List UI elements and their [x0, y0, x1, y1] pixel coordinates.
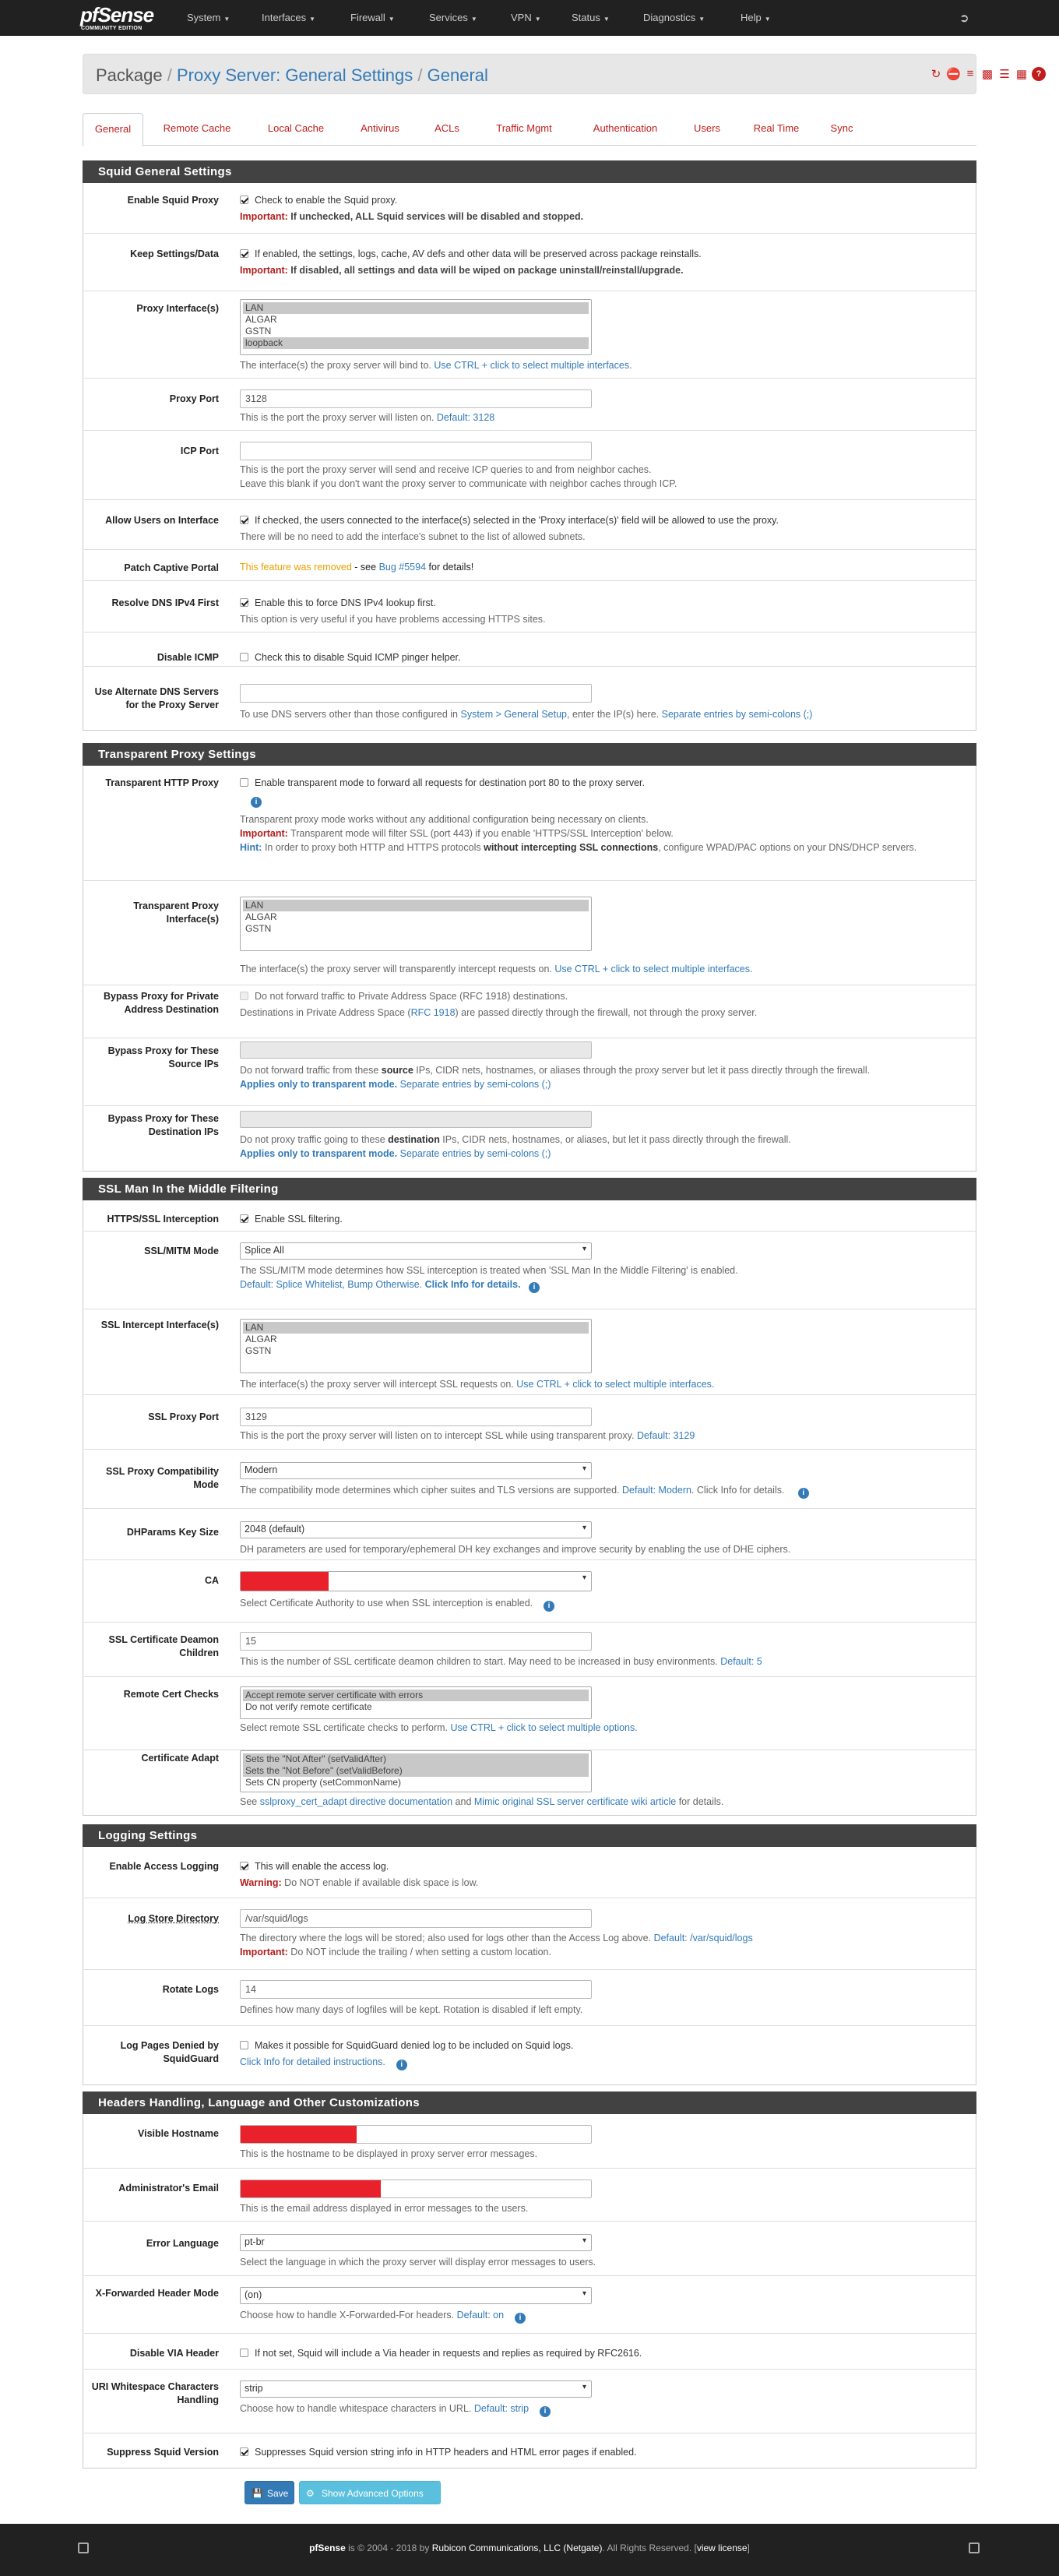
menu-interfaces[interactable]: Interfaces ▼: [262, 12, 316, 23]
stop-icon[interactable]: ⛔: [946, 68, 961, 81]
logo-subtext: COMMUNITY EDITION: [81, 26, 142, 31]
row-via-header: Disable VIA Header If not set, Squid will include a Via header in requests and replies as required by RFC2616.: [83, 2334, 976, 2370]
enable-squid-checkbox[interactable]: [240, 196, 248, 204]
label-error-language: Error Language: [146, 2238, 219, 2249]
label-bypass-private: Bypass Proxy for Private Address Destination: [104, 991, 219, 1015]
bypass-source-input[interactable]: [240, 1041, 592, 1059]
section-header-logging: Logging Settings: [83, 1824, 976, 1847]
label-access-logging: Enable Access Logging: [109, 1861, 219, 1872]
proxy-interfaces-select[interactable]: LAN ALGAR GSTN loopback: [240, 299, 592, 355]
label-ssl-mode: SSL/MITM Mode: [144, 1246, 219, 1256]
label-admin-email: Administrator's Email: [118, 2183, 219, 2194]
transparent-http-checkbox[interactable]: [240, 778, 248, 787]
list-icon[interactable]: ☰: [999, 68, 1010, 81]
help-icon[interactable]: ?: [1032, 67, 1046, 81]
top-navbar: [0, 0, 1059, 36]
info-icon[interactable]: i: [515, 2313, 526, 2324]
label-remote-cert: Remote Cert Checks: [123, 1689, 219, 1700]
label-transparent-interfaces: Transparent Proxy Interface(s): [133, 900, 219, 925]
label-patch-captive: Patch Captive Portal: [124, 562, 219, 573]
row-rotate-logs: Rotate Logs 14 Defines how many days of logfiles will be kept. Rotation is disabled if left empty.: [83, 1970, 976, 2026]
row-bypass-destination: Bypass Proxy for These Destination IPs Do not proxy traffic going to these destination IPs, CIDR nets, hostnames, or aliases, but let it pass directly through the firewall. Applies only to transparent mode. Separate entries by semi-colons (;): [83, 1106, 976, 1172]
visible-hostname-input[interactable]: [240, 2125, 592, 2144]
label-via-header: Disable VIA Header: [129, 2348, 219, 2359]
row-icp-port: ICP Port This is the port the proxy server will send and receive ICP queries to and from neighbor caches. Leave this blank if you don't want the proxy server to communicate with neighbor caches through ICP.: [83, 431, 976, 500]
cert-adapt-select[interactable]: Sets the "Not After" (setValidAfter) Sets the "Not Before" (setValidBefore) Sets CN property (setCommonName): [240, 1750, 592, 1792]
admin-email-input[interactable]: [240, 2180, 592, 2198]
allow-users-checkbox[interactable]: [240, 516, 248, 524]
row-log-dir: Log Store Directory /var/squid/logs The directory where the logs will be stored; also used for logs other than the Access Log above. Default: /var/squid/logs Important: Do NOT include the trailing / when setting a custom location.: [83, 1898, 976, 1970]
section-header-headers: Headers Handling, Language and Other Customizations: [83, 2091, 976, 2114]
label-ca: CA: [204, 1575, 219, 1586]
ssl-mode-select[interactable]: Splice All ▾: [240, 1242, 592, 1260]
tab-remote-cache[interactable]: Remote Cache: [163, 122, 231, 134]
row-transparent-http: Transparent HTTP Proxy Enable transparent mode to forward all requests for destination port 80 to the proxy server. i Transparent proxy mode works without any additional configuration being necessary on clients. Important: Transparent mode will filter SSL (port 443) if you enable 'HTTPS/SSL Interception' below. Hint: In order to proxy both HTTP and HTTPS protocols without intercepting SSL connections, configure WPAD/PAC options on your DNS/DHCP servers.: [83, 766, 976, 881]
label-icp-port: ICP Port: [180, 446, 219, 456]
row-visible-hostname: Visible Hostname This is the hostname to be displayed in proxy server error messages.: [83, 2114, 976, 2169]
table-icon[interactable]: ▦: [1015, 68, 1028, 81]
mimic-wiki-link[interactable]: Mimic original SSL server certificate wiki article: [473, 1796, 677, 1807]
remote-cert-select[interactable]: Accept remote server certificate with errors Do not verify remote certificate: [240, 1686, 592, 1719]
transparent-interfaces-select[interactable]: LAN ALGAR GSTN: [240, 897, 592, 951]
label-xff: X-Forwarded Header Mode: [95, 2288, 219, 2299]
button-bar: [245, 2481, 556, 2506]
ssl-compat-select[interactable]: Modern ▾: [240, 1462, 592, 1479]
breadcrumb: Package / Proxy Server: General Settings / General ↻ ⛔ ≡ ▩ ☰ ▦ ?: [83, 54, 976, 94]
label-suppress-version: Suppress Squid Version: [107, 2447, 219, 2458]
redacted-email: [241, 2180, 381, 2197]
label-uri-whitespace: URI Whitespace Characters Handling: [91, 2381, 219, 2405]
tab-general[interactable]: General: [83, 113, 143, 146]
label-log-dir: Log Store Directory: [128, 1913, 219, 1924]
row-proxy-port: Proxy Port 3128 This is the port the proxy server will listen on. Default: 3128: [83, 379, 976, 431]
row-cert-adapt: Certificate Adapt Sets the "Not After" (setValidAfter) Sets the "Not Before" (setValidBefore) Sets CN property (setCommonName) See sslproxy_cert_adapt directive documentation and Mimic original SSL server certificate wiki article for details.: [83, 1750, 976, 1816]
row-error-language: Error Language pt-br ▾ Select the language in which the proxy server will display error messages to users.: [83, 2222, 976, 2276]
info-icon[interactable]: i: [540, 2406, 551, 2417]
info-icon[interactable]: i: [544, 1601, 554, 1612]
label-ssl-port: SSL Proxy Port: [148, 1411, 219, 1422]
row-ssl-interception: HTTPS/SSL Interception Enable SSL filtering.: [83, 1200, 976, 1232]
menu-system[interactable]: System ▼: [187, 12, 230, 23]
label-squidguard: Log Pages Denied by SquidGuard: [120, 2040, 219, 2064]
row-bypass-source: Bypass Proxy for These Source IPs Do not forward traffic from these source IPs, CIDR nets, hostnames, or aliases through the proxy server but let it pass directly through the firewall. Applies only to transparent mode. Separate entries by semi-colons (;): [83, 1038, 976, 1106]
save-button[interactable]: 💾 Save: [245, 2481, 294, 2504]
info-icon[interactable]: i: [396, 2060, 407, 2070]
label-keep-settings: Keep Settings/Data: [130, 248, 219, 259]
ca-select[interactable]: [240, 1571, 592, 1591]
row-squidguard: Log Pages Denied by SquidGuard Makes it possible for SquidGuard denied log to be included on Squid logs. Click Info for detailed instructions. i: [83, 2026, 976, 2085]
label-resolve-dns: Resolve DNS IPv4 First: [111, 597, 219, 608]
label-cert-adapt: Certificate Adapt: [141, 1753, 219, 1764]
row-enable-squid: Enable Squid Proxy Check to enable the Squid proxy. Important: If unchecked, ALL Squid services will be disabled and stopped.: [83, 183, 976, 234]
row-xff: X-Forwarded Header Mode (on) ▾ Choose how to handle X-Forwarded-For headers. Default: on i: [83, 2276, 976, 2334]
row-suppress-version: Suppress Squid Version Suppresses Squid version string info in HTTP headers and HTML error pages if enabled.: [83, 2433, 976, 2469]
sign-out-icon[interactable]: ➲: [959, 12, 969, 25]
pfsense-mini-logo-icon: [969, 2543, 980, 2553]
cert-adapt-doc-link[interactable]: sslproxy_cert_adapt directive documentation: [259, 1796, 453, 1807]
disable-icmp-checkbox[interactable]: [240, 653, 248, 661]
suppress-version-checkbox[interactable]: [240, 2447, 248, 2456]
alt-dns-input[interactable]: [240, 684, 592, 703]
proxy-port-input[interactable]: [240, 389, 592, 408]
tab-users[interactable]: Users: [694, 122, 720, 134]
rotate-logs-input[interactable]: [240, 1980, 592, 1999]
bar-chart-icon[interactable]: ▩: [981, 68, 994, 81]
redacted-ca-value: [241, 1572, 329, 1591]
label-rotate-logs: Rotate Logs: [162, 1984, 219, 1995]
tab-acls[interactable]: ACLs: [435, 122, 459, 134]
tab-sync[interactable]: Sync: [830, 122, 853, 134]
row-proxy-interfaces: Proxy Interface(s) LAN ALGAR GSTN loopback The interface(s) the proxy server will bind to. Use CTRL + click to select multiple interfaces.: [83, 291, 976, 379]
license-link[interactable]: view license: [696, 2543, 748, 2553]
footer: pfSense is © 2004 - 2018 by Rubicon Communications, LLC (Netgate). All Rights Reserved. [view license]: [0, 2524, 1059, 2576]
rfc1918-link[interactable]: RFC 1918: [410, 1007, 456, 1018]
show-advanced-button[interactable]: ⚙ Show Advanced Options: [299, 2481, 441, 2504]
netgate-link[interactable]: Rubicon Communications, LLC (Netgate): [431, 2543, 603, 2553]
info-icon[interactable]: i: [251, 797, 262, 808]
label-ssl-compat: SSL Proxy Compatibility Mode: [106, 1466, 219, 1490]
ssl-port-input[interactable]: [240, 1408, 592, 1426]
reload-icon[interactable]: ↻: [931, 68, 941, 81]
bypass-private-checkbox[interactable]: [240, 992, 248, 1000]
access-logging-checkbox[interactable]: [240, 1862, 248, 1870]
tab-antivirus[interactable]: Antivirus: [361, 122, 399, 134]
info-icon[interactable]: i: [798, 1488, 809, 1499]
row-admin-email: Administrator's Email This is the email address displayed in error messages to the users.: [83, 2169, 976, 2222]
row-ssl-port: SSL Proxy Port 3129 This is the port the proxy server will listen on to intercept SSL while using transparent proxy. Default: 3129: [83, 1395, 976, 1450]
redacted-hostname: [241, 2126, 357, 2143]
row-transparent-interfaces: Transparent Proxy Interface(s) LAN ALGAR GSTN The interface(s) the proxy server will transparently intercept requests on. Use CTRL + click to select multiple interfaces.: [83, 881, 976, 985]
breadcrumb-proxy-server[interactable]: Proxy Server: General Settings: [177, 65, 413, 85]
label-cert-children: SSL Certificate Deamon Children: [108, 1634, 219, 1658]
section-header-squid: Squid General Settings: [83, 160, 976, 183]
row-patch-captive: Patch Captive Portal This feature was removed - see Bug #5594 for details!: [83, 550, 976, 581]
dhparams-select[interactable]: 2048 (default) ▾: [240, 1521, 592, 1538]
row-bypass-private: Bypass Proxy for Private Address Destination Do not forward traffic to Private Address Space (RFC 1918) destinations. Destinations in Private Address Space (RFC 1918) are passed directly through the firewall, not through the proxy server.: [83, 985, 976, 1038]
label-disable-icmp: Disable ICMP: [157, 652, 219, 663]
icp-port-input[interactable]: [240, 442, 592, 460]
resolve-dns-checkbox[interactable]: [240, 598, 248, 607]
label-transparent-http: Transparent HTTP Proxy: [105, 777, 219, 788]
row-ssl-compat: SSL Proxy Compatibility Mode Modern ▾ The compatibility mode determines which cipher suites and TLS versions are supported. Default: Modern. Click Info for details. i: [83, 1450, 976, 1509]
section-header-ssl: SSL Man In the Middle Filtering: [83, 1178, 976, 1200]
ssl-interception-checkbox[interactable]: [240, 1214, 248, 1223]
menu-diagnostics[interactable]: Diagnostics ▼: [643, 12, 705, 23]
bug-link[interactable]: Bug #5594: [378, 562, 427, 573]
menu-help[interactable]: Help ▼: [741, 12, 771, 23]
menu-status[interactable]: Status ▼: [572, 12, 610, 23]
row-ca: CA ▾ Select Certificate Authority to use when SSL interception is enabled. i: [83, 1560, 976, 1623]
general-setup-link[interactable]: System > General Setup: [460, 709, 568, 720]
breadcrumb-general[interactable]: General: [427, 65, 488, 85]
xff-select[interactable]: (on) ▾: [240, 2287, 592, 2304]
label-alt-dns: Use Alternate DNS Servers for the Proxy Server: [94, 686, 219, 710]
tab-local-cache[interactable]: Local Cache: [267, 122, 325, 134]
row-ssl-interfaces: SSL Intercept Interface(s) LAN ALGAR GSTN The interface(s) the proxy server will intercept SSL requests on. Use CTRL + click to select multiple interfaces.: [83, 1309, 976, 1395]
log-dir-input[interactable]: [240, 1909, 592, 1928]
menu-services[interactable]: Services ▼: [429, 12, 477, 23]
error-language-select[interactable]: pt-br ▾: [240, 2234, 592, 2251]
label-dhparams: DHParams Key Size: [126, 1527, 219, 1538]
row-ssl-mode: SSL/MITM Mode Splice All ▾ The SSL/MITM mode determines how SSL interception is treated when 'SSL Man In the Middle Filtering' is enabled. Default: Splice Whitelist, Bump Otherwise. Click Info for details. i: [83, 1232, 976, 1309]
cert-children-input[interactable]: [240, 1632, 592, 1651]
row-uri-whitespace: URI Whitespace Characters Handling strip ▾ Choose how to handle whitespace characters in URL. Default: strip i: [83, 2370, 976, 2433]
squidguard-checkbox[interactable]: [240, 2041, 248, 2049]
tab-traffic-mgmt[interactable]: Traffic Mgmt: [496, 122, 552, 134]
row-allow-users: Allow Users on Interface If checked, the users connected to the interface(s) selected in the 'Proxy interface(s)' field will be allowed to use the proxy. There will be no need to add the interface's subnet to the list of allowed subnets.: [83, 500, 976, 550]
section-header-transparent: Transparent Proxy Settings: [83, 743, 976, 766]
label-proxy-port: Proxy Port: [169, 393, 219, 404]
sliders-icon[interactable]: ≡: [966, 67, 974, 80]
bypass-destination-input[interactable]: [240, 1111, 592, 1128]
tab-bar: [83, 113, 976, 146]
label-enable-squid: Enable Squid Proxy: [127, 195, 219, 206]
label-ssl-interception: HTTPS/SSL Interception: [107, 1214, 219, 1225]
label-ssl-interfaces: SSL Intercept Interface(s): [100, 1320, 219, 1330]
row-keep-settings: Keep Settings/Data If enabled, the settings, logs, cache, AV defs and other data will be preserved across package reinstalls. Important: If disabled, all settings and data will be wiped on package uninstall/reinstall/upgrade.: [83, 234, 976, 291]
keep-settings-checkbox[interactable]: [240, 249, 248, 258]
label-proxy-interfaces: Proxy Interface(s): [136, 303, 219, 314]
row-dhparams: DHParams Key Size 2048 (default) ▾ DH parameters are used for temporary/ephemeral DH key exchanges and improve security by enabling the use of DHE ciphers.: [83, 1509, 976, 1560]
label-bypass-destination: Bypass Proxy for These Destination IPs: [107, 1113, 219, 1137]
label-allow-users: Allow Users on Interface: [105, 515, 219, 526]
row-access-logging: Enable Access Logging This will enable the access log. Warning: Do NOT enable if available disk space is low.: [83, 1847, 976, 1898]
via-header-checkbox[interactable]: [240, 2349, 248, 2357]
row-disable-icmp: Disable ICMP Check this to disable Squid ICMP pinger helper.: [83, 633, 976, 667]
label-visible-hostname: Visible Hostname: [138, 2128, 219, 2139]
label-bypass-source: Bypass Proxy for These Source IPs: [107, 1045, 219, 1070]
row-remote-cert: Remote Cert Checks Accept remote server certificate with errors Do not verify remote certificate Select remote SSL certificate checks to perform. Use CTRL + click to select multiple options.: [83, 1677, 976, 1750]
breadcrumb-package: Package: [96, 65, 163, 85]
uri-whitespace-select[interactable]: strip ▾: [240, 2380, 592, 2398]
row-resolve-dns: Resolve DNS IPv4 First Enable this to force DNS IPv4 lookup first. This option is very useful if you have problems accessing HTTPS sites.: [83, 581, 976, 633]
ssl-interfaces-select[interactable]: LAN ALGAR GSTN: [240, 1319, 592, 1373]
menu-firewall[interactable]: Firewall ▼: [350, 12, 395, 23]
menu-vpn[interactable]: VPN ▼: [511, 12, 541, 23]
save-icon: 💾: [252, 2488, 263, 2499]
pfsense-logo[interactable]: [80, 3, 174, 33]
row-cert-children: SSL Certificate Deamon Children 15 This is the number of SSL certificate deamon children to start. May need to be increased in busy environments. Default: 5: [83, 1623, 976, 1677]
row-alt-dns: Use Alternate DNS Servers for the Proxy Server To use DNS servers other than those configured in System > General Setup, enter the IP(s) here. Separate entries by semi-colons (;): [83, 667, 976, 731]
tab-authentication[interactable]: Authentication: [593, 122, 658, 134]
logo-text: pfSense: [80, 3, 154, 26]
info-icon[interactable]: i: [529, 1282, 540, 1293]
tab-real-time[interactable]: Real Time: [753, 122, 800, 134]
gear-icon: ⚙: [306, 2488, 315, 2499]
